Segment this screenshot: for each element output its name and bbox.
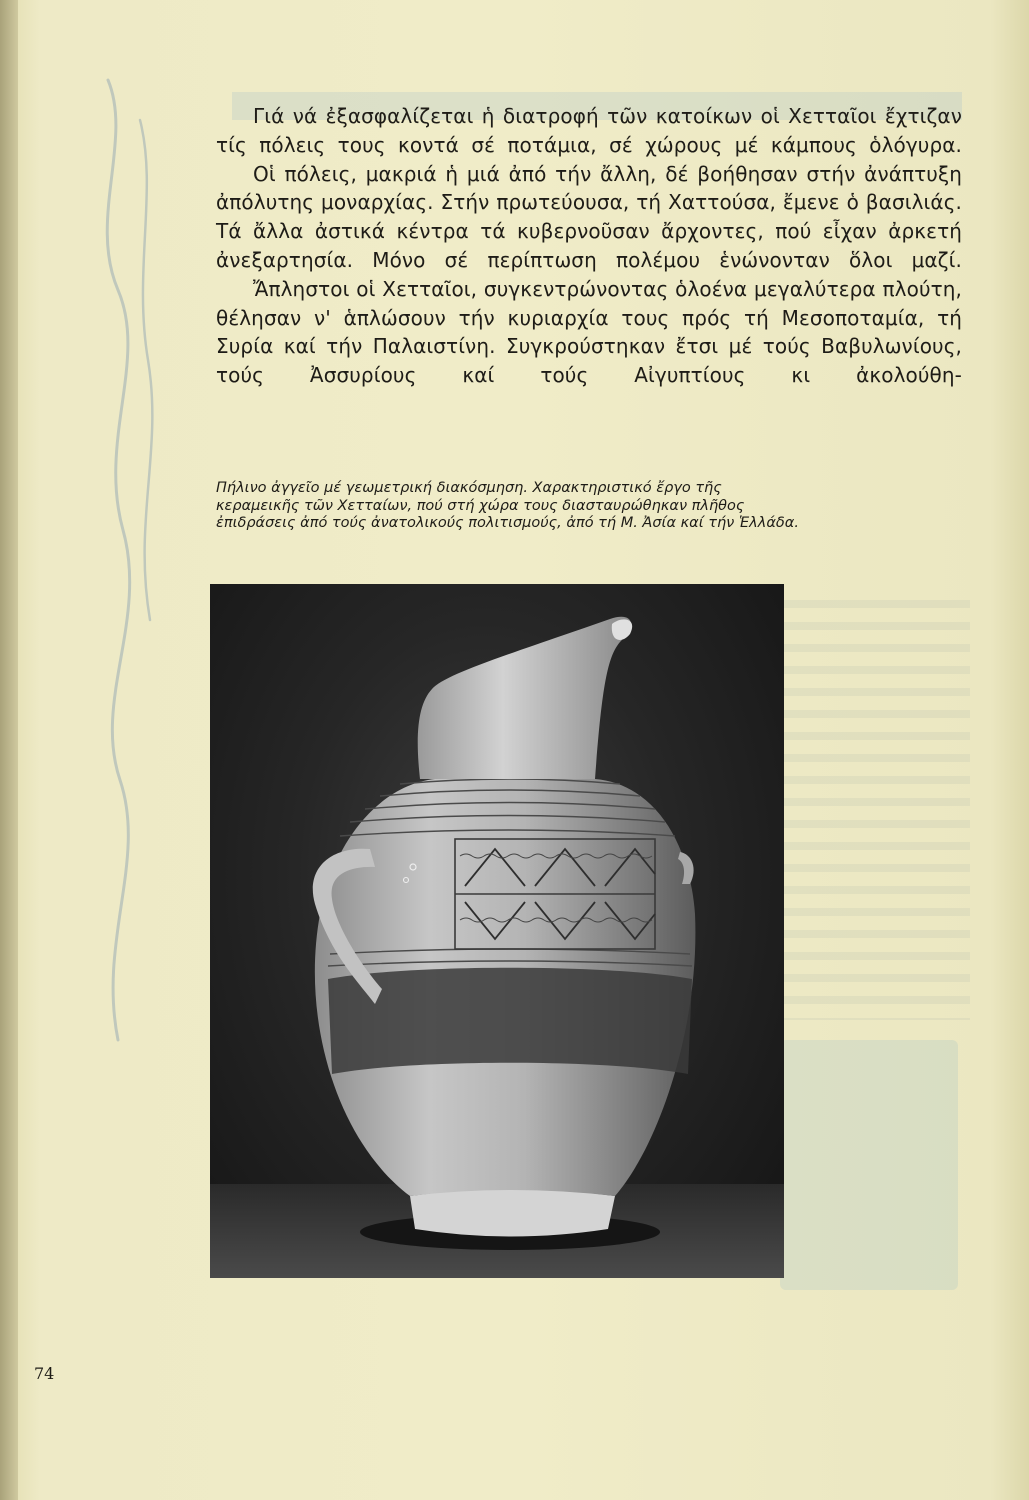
book-spine-shadow bbox=[0, 0, 18, 1500]
clay-jug-illustration bbox=[210, 584, 784, 1278]
vase-photograph bbox=[210, 584, 784, 1278]
figure-caption: Πήλινο ἀγγεῖο μέ γεωμετρική διακόσμηση. Χαρακτηριστικό ἔργο τῆς κεραμεικῆς τῶν Χετταίων, πού στή χώρα τους διασταυρώθηκαν πλῆθος ἐπιδράσεις ἀπό τούς ἀνατολικούς πολιτισμούς, ἀπό τή Μ. Ἀσία καί τήν Ἑλλάδα. bbox=[216, 480, 799, 531]
body-text bbox=[216, 102, 962, 390]
paragraph-1: Γιά νά ἐξασφαλίζεται ἡ διατροφή τῶν κατοίκων οἱ Χετταῖοι ἔχτιζαν τίς πόλεις τους κοντά σέ ποτάμια, σέ χώρους μέ κάμπους ὁλόγυρα. bbox=[216, 104, 962, 157]
paragraph-3: Ἄπληστοι οἱ Χετταῖοι, συγκεντρώνοντας ὁλοένα μεγαλύτερα πλούτη, θέλησαν ν' ἁπλώσουν τήν κυριαρχία τους πρός τή Μεσοποταμία, τή Συρία καί τήν Παλαιστίνη. Συγκρούστηκαν ἔτσι μέ τούς Βαβυλωνίους, τούς Ἀσσυρίους καί τούς Αἰγυπτίους κι ἀκολούθη- bbox=[216, 276, 962, 388]
paragraph-2: Οἱ πόλεις, μακριά ἡ μιά ἀπό τήν ἄλλη, δέ βοήθησαν στήν ἀνάπτυξη ἀπόλυτης μοναρχίας. Στήν πρωτεύουσα, τή Χαττούσα, ἔμενε ὁ βασιλιάς. Τά ἄλλα ἀστικά κέντρα τά κυβερνοῦσαν ἄρχοντες, πού εἶχαν ἀρκετή ἀνεξαρτησία. Μόνο σέ περίπτωση πολέμου ἑνώνονταν ὅλοι μαζί. bbox=[216, 161, 962, 272]
vase-neck-spout bbox=[418, 617, 631, 779]
dark-band bbox=[328, 968, 692, 1074]
faint-handwriting-mark bbox=[78, 60, 178, 1120]
show-through-image bbox=[780, 1040, 958, 1290]
vase-foot bbox=[410, 1189, 615, 1237]
show-through-text bbox=[780, 600, 970, 1020]
page-number: 74 bbox=[34, 1364, 55, 1383]
spout-tip bbox=[612, 619, 632, 640]
